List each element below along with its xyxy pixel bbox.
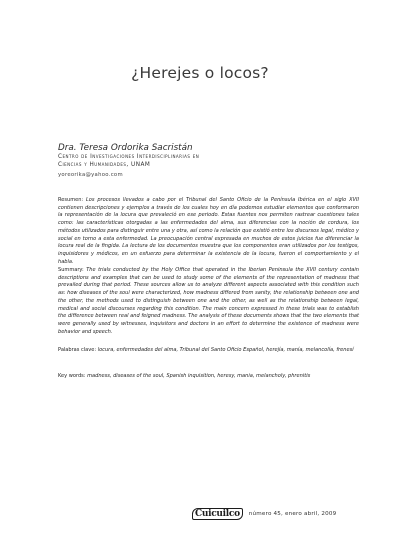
keywords-spanish [58, 347, 359, 355]
abstract-spanish-text: Los procesos llevados a cabo por el Tribunal del Santo Oficio de la Península Ibérica en el siglo XVII contienen descripciones y ejemplos a través de los cuales hoy en día podemos estudiar elementos que conformaron la representación de la locura que prevaleció en ese periodo. Estas fuentes nos permiten rastrear cuestiones tales como: las características otorgadas a las enfermedades del alma, sus diferencias con la noción de cordura, los métodos utilizados para distinguir entre una y otra, así como la relación que existió entre los discursos legal, médico y social en torno a esta enfermedad. La preocupación central expresada en muchos de estos juicios fue diferenciar la locura real de la fingida. La lectura de los documentos muestra que los componentes eran utilizados por los testigos, inquisidores y médicos, en un esfuerzo para determinar la existencia de la locura, fueron el comportamiento y el habla. [58, 197, 359, 265]
page-footer [192, 507, 336, 521]
journal-logo: Cuicuilco [192, 508, 243, 520]
keywords-english-text: madness, diseases of the soul, Spanish inquisition, heresy, mania, melancholy, phrenitis [87, 373, 311, 379]
keywords-spanish-label: Palabras clave: [58, 347, 97, 353]
abstract-english [58, 267, 359, 336]
abstract-english-text: The trials conducted by the Holy Office that operated in the Iberian Peninsula the XVII century contain descriptions and examples that can be used to study some of the elements of the representation of madness that prevailed during that period. These sources allow us to analyze different aspects associated with this condition such as: how diseases of the soul were characterized, how madness differed from sanity, the relationship between one and the other, the methods used to distinguish between one and the other, as well as the relationship between legal, medical and social discourses regarding this condition. The main concern expressed in these trials was to establish the difference between real and feigned madness. The analysis of these documents shows that the two elements that were generally used by witnesses, inquisitors and doctors in an effort to determine the existence of madness were behavior and speech. [58, 267, 360, 335]
abstract-spanish [58, 197, 359, 266]
author-email: yoreorika@yahoo.com [58, 171, 123, 178]
keywords-english-label: Key words: [58, 373, 86, 379]
issue-info: número 45, enero abril, 2009 [248, 511, 337, 517]
abstract-spanish-label: Resumen: [58, 197, 84, 203]
keywords-english [58, 373, 363, 381]
affiliation-line-2: Ciencias y Humanidades, UNAM [58, 161, 151, 168]
abstract-english-label: Summary: [58, 267, 84, 273]
keywords-spanish-text: locura, enfermedades del alma, Tribunal del Santo Oficio Español, herejía, manía, melancolía, frenesí [97, 347, 354, 353]
author-block [58, 143, 358, 180]
affiliation-line-1: Centro de Investigaciones Interdisciplinarias en [58, 154, 200, 160]
author-name: Dra. Teresa Ordorika Sacristán [58, 143, 193, 153]
article-title: ¿Herejes o locos? [131, 64, 269, 82]
